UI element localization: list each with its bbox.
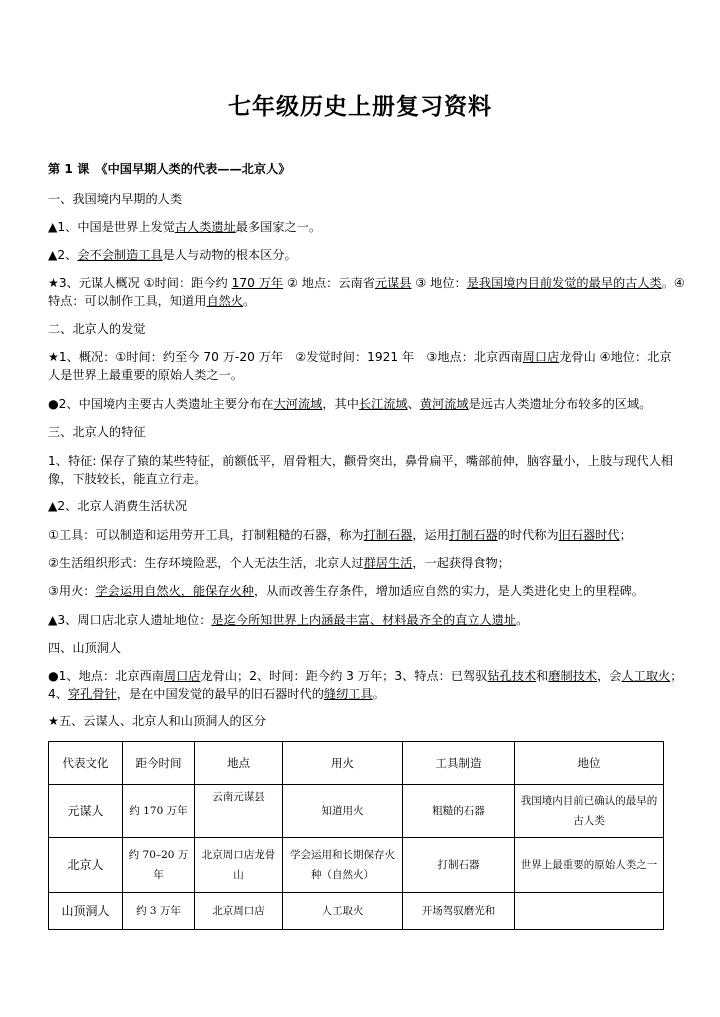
table-cell: 知道用火 <box>283 785 403 838</box>
table-cell: 元谋人 <box>49 785 123 838</box>
comparison-table <box>48 741 664 930</box>
table-header-cell: 用火 <box>283 742 403 785</box>
s1-item-3-line-2: 特点：可以制作工具，知道用自然火。 <box>48 294 256 308</box>
table-cell: 北京周口店 <box>195 893 283 930</box>
table-cell: 北京周口店龙骨山 <box>195 838 283 893</box>
table-cell: 打制石器 <box>403 838 515 893</box>
s1-item-2: ▲2、会不会制造工具是人与动物的根本区分。 <box>48 248 297 262</box>
table-cell: 世界上最重要的原始人类之一 <box>515 838 664 893</box>
s3-fire: ③用火：学会运用自然火，能保存火种，从而改善生存条件，增加适应自然的实力，是人类进化史上的里程碑。 <box>48 584 644 598</box>
section-1-heading: 一、我国境内早期的人类 <box>48 192 183 206</box>
table-header-row <box>49 742 664 785</box>
table-row <box>49 838 664 893</box>
table-cell: 约 3 万年 <box>123 893 195 930</box>
s3-item-1: 1、特征: 保存了猿的某些特征，前额低平，眉骨粗大，颧骨突出，鼻骨扁平，嘴部前伸，脑容量小，上肢与现代人相 <box>48 454 674 468</box>
table-cell: 学会运用和长期保存火种（自然火） <box>283 838 403 893</box>
s2-item-1-line-2: 人是世界上最重要的原始人类之一。 <box>48 368 243 382</box>
table-cell: 人工取火 <box>283 893 403 930</box>
s3-social: ②生活组织形式：生存环境险恶，个人无法生活，北京人过群居生活，一起获得食物； <box>48 556 510 570</box>
s1-item-3: ★3、元谋人概况 ①时间：距今约 170 万年 ② 地点：云南省元谋县 ③ 地位：是我国境内目前发觉的最早的古人类。④ <box>48 276 685 290</box>
table-cell <box>515 893 664 930</box>
s3-item-1-line-2: 像，下肢较长，能直立行走。 <box>48 472 207 486</box>
s3-tools: ①工具：可以制造和运用劳开工具，打制粗糙的石器，称为打制石器，运用打制石器的时代称为旧石器时代； <box>48 528 632 542</box>
table-cell: 我国境内目前已确认的最早的古人类 <box>515 785 664 838</box>
table-cell: 约 170 万年 <box>123 785 195 838</box>
section-2-heading: 二、北京人的发觉 <box>48 322 146 336</box>
s3-item-2: ▲2、北京人消费生活状况 <box>48 499 188 513</box>
table-cell: 云南元谋县 <box>195 785 283 838</box>
s2-item-1: ★1、概况：①时间：约至今 70 万-20 万年 ②发觉时间：1921 年 ③地点：北京西南周口店龙骨山 ④地位：北京 <box>48 350 672 364</box>
lesson-heading: 第 1 课 《中国早期人类的代表——北京人》 <box>48 162 291 176</box>
table-row <box>49 785 664 838</box>
table-cell: 粗糙的石器 <box>403 785 515 838</box>
section-5-heading: ★五、云谋人、北京人和山顶洞人的区分 <box>48 714 267 728</box>
table-cell: 山顶洞人 <box>49 893 123 930</box>
table-header-cell: 工具制造 <box>403 742 515 785</box>
s4-item-1: ●1、地点：北京西南周口店龙骨山；2、时间：距今约 3 万年；3、特点：已驾驭钻孔技术和磨制技术，会人工取火； <box>48 669 683 683</box>
table-cell: 约 70–20 万年 <box>123 838 195 893</box>
s4-item-1-line-2: 4、穿孔骨针，是在中国发觉的最早的旧石器时代的缝纫工具。 <box>48 687 385 701</box>
s2-item-2: ●2、中国境内主要古人类遗址主要分布在大河流域，其中长江流域、黄河流域是远古人类遗址分布较多的区域。 <box>48 397 652 411</box>
section-3-heading: 三、北京人的特征 <box>48 425 146 439</box>
table-cell: 开场驾驭磨光和 <box>403 893 515 930</box>
s3-item-3: ▲3、周口店北京人遗址地位：是迄今所知世界上内涵最丰富、材料最齐全的直立人遗址。 <box>48 613 529 627</box>
table-header-cell: 地点 <box>195 742 283 785</box>
table-cell: 北京人 <box>49 838 123 893</box>
table-row <box>49 893 664 930</box>
table-header-cell: 代表文化 <box>49 742 123 785</box>
document-title: 七年级历史上册复习资料 <box>228 94 492 120</box>
section-4-heading: 四、山顶洞人 <box>48 641 122 655</box>
table-header-cell: 距今时间 <box>123 742 195 785</box>
s1-item-1: ▲1、中国是世界上发觉古人类遗址最多国家之一。 <box>48 220 322 234</box>
table-header-cell: 地位 <box>515 742 664 785</box>
